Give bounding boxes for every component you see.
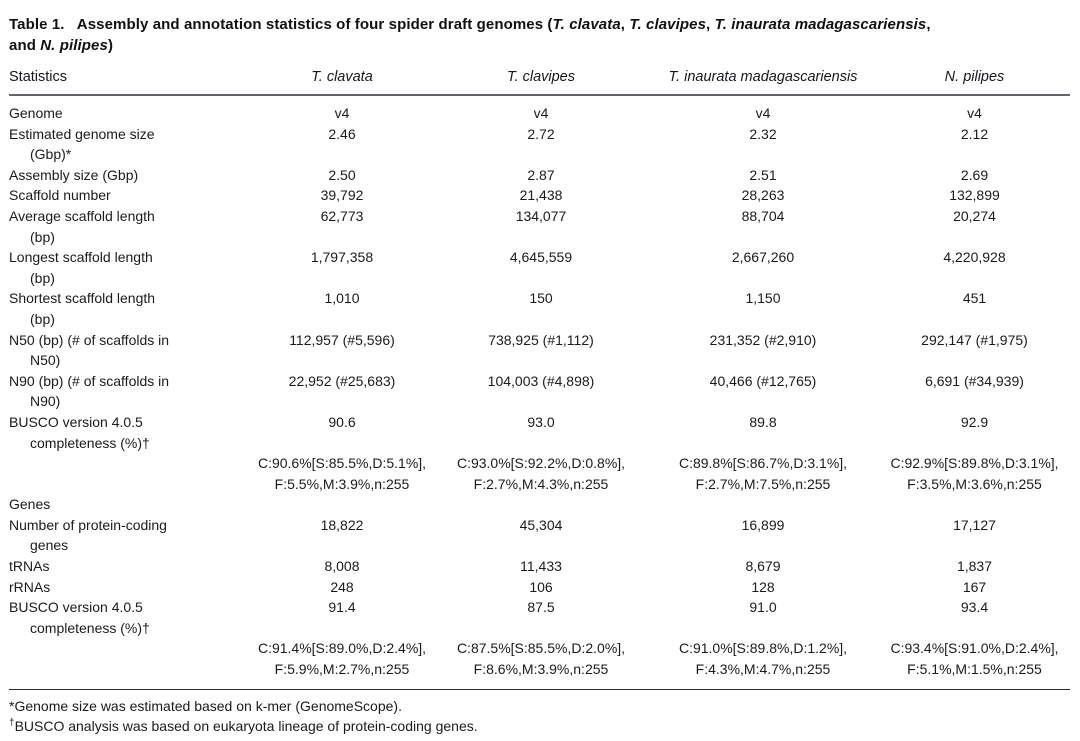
cell-value xyxy=(879,185,1070,206)
cell-value xyxy=(647,95,879,124)
cell-value-line: 2.12 xyxy=(960,125,989,142)
cell-value-line: 28,263 xyxy=(741,187,785,204)
cell-value-line: 2.32 xyxy=(749,125,777,142)
cell-value xyxy=(249,185,435,206)
row-label xyxy=(9,597,249,638)
cell-value-line: 17,127 xyxy=(953,516,996,533)
species-name: T. inaurata madagascariensis xyxy=(714,16,927,33)
cell-value xyxy=(249,453,435,494)
row-label-line: Number of protein-coding xyxy=(9,516,167,533)
table-row xyxy=(9,597,1070,638)
cell-value-line: C:93.4%[S:91.0%,D:2.4%], xyxy=(890,640,1059,657)
cell-value-line: 93.0 xyxy=(527,413,555,430)
row-label-line: tRNAs xyxy=(9,558,50,575)
row-label-line: Scaffold number xyxy=(9,187,111,204)
cell-value xyxy=(879,124,1070,165)
cell-value xyxy=(249,247,435,288)
column-header-t-clavata xyxy=(249,65,435,95)
title-text: ) xyxy=(107,37,114,54)
cell-value xyxy=(435,453,647,494)
table-row xyxy=(9,95,1070,124)
cell-value xyxy=(879,288,1070,329)
cell-value xyxy=(435,185,647,206)
row-label-line: BUSCO version 4.0.5 xyxy=(9,413,143,430)
cell-value-line: 106 xyxy=(529,578,553,595)
cell-value-line: v4 xyxy=(755,105,771,121)
cell-value xyxy=(249,95,435,124)
column-header-statistics xyxy=(9,65,249,95)
cell-value-line: 93.4 xyxy=(960,599,989,616)
footnote-marker: * xyxy=(9,697,15,714)
cell-value xyxy=(879,494,1070,515)
species-name: T. clavipes xyxy=(629,16,707,33)
statistics-table xyxy=(9,65,1070,680)
cell-value xyxy=(435,371,647,412)
cell-value xyxy=(879,371,1070,412)
species-name: N. pilipes xyxy=(40,37,108,54)
cell-value xyxy=(879,515,1070,556)
cell-value xyxy=(647,597,879,638)
cell-value xyxy=(647,206,879,247)
row-label xyxy=(9,371,249,412)
species-name: T. clavata xyxy=(552,16,621,33)
cell-value-line: 45,304 xyxy=(519,516,563,533)
cell-value xyxy=(435,247,647,288)
column-header-n-pilipes xyxy=(879,65,1070,95)
cell-value xyxy=(879,453,1070,494)
cell-value-line: 40,466 (#12,765) xyxy=(709,372,817,389)
cell-value xyxy=(435,515,647,556)
row-label xyxy=(9,638,249,679)
row-label-line: Average scaffold length xyxy=(9,207,155,224)
footnote-text: Genome size was estimated based on k-mer (GenomeScope). xyxy=(14,697,402,714)
cell-value-line: 8,008 xyxy=(324,558,360,575)
cell-value-line: F:8.6%,M:3.9%,n:255 xyxy=(473,661,609,678)
row-label-line: (bp) xyxy=(30,228,55,245)
table-row xyxy=(9,453,1070,494)
column-header-label: T. clavipes xyxy=(507,69,575,85)
cell-value-line: 91.0 xyxy=(749,599,777,616)
cell-value-line: F:5.1%,M:1.5%,n:255 xyxy=(907,661,1042,678)
cell-value xyxy=(249,330,435,371)
row-label xyxy=(9,247,249,288)
cell-value-line: F:2.7%,M:7.5%,n:255 xyxy=(695,475,831,492)
footnotes xyxy=(9,689,1070,736)
row-label-line: Genome xyxy=(9,105,63,121)
row-label-line: Shortest scaffold length xyxy=(9,290,156,307)
cell-value-line: 90.6 xyxy=(328,413,356,430)
cell-value-line: v4 xyxy=(533,105,549,121)
title-text: and xyxy=(9,37,41,54)
cell-value-line: 231,352 (#2,910) xyxy=(709,331,817,348)
cell-value xyxy=(249,577,435,598)
cell-value xyxy=(879,638,1070,679)
row-label xyxy=(9,185,249,206)
cell-value-line: 4,645,559 xyxy=(509,249,573,266)
table-row xyxy=(9,371,1070,412)
cell-value xyxy=(647,556,879,577)
cell-value-line: 2.69 xyxy=(960,166,989,183)
cell-value-line: 39,792 xyxy=(320,187,364,204)
column-header-label: N. pilipes xyxy=(944,69,1005,85)
cell-value xyxy=(435,288,647,329)
cell-value xyxy=(249,206,435,247)
cell-value-line: 451 xyxy=(962,290,987,307)
cell-value xyxy=(435,95,647,124)
table-row xyxy=(9,638,1070,679)
footnote xyxy=(9,716,1070,736)
cell-value-line: 2.50 xyxy=(328,166,356,183)
title-text: , xyxy=(620,16,630,33)
cell-value-line: 1,010 xyxy=(324,290,360,307)
cell-value-line xyxy=(249,494,435,515)
table-row xyxy=(9,494,1070,515)
cell-value xyxy=(435,206,647,247)
cell-value-line: C:87.5%[S:85.5%,D:2.0%], xyxy=(456,640,626,657)
footnote-text: BUSCO analysis was based on eukaryota lineage of protein-coding genes. xyxy=(14,717,478,734)
row-label xyxy=(9,206,249,247)
cell-value-line: F:5.5%,M:3.9%,n:255 xyxy=(274,475,410,492)
title-text: , xyxy=(926,16,931,33)
row-label-line: completeness (%)† xyxy=(30,434,150,451)
table-row xyxy=(9,185,1070,206)
cell-value-line: 104,003 (#4,898) xyxy=(487,372,595,389)
cell-value-line: 2.72 xyxy=(527,125,555,142)
cell-value xyxy=(647,371,879,412)
row-label-line: BUSCO version 4.0.5 xyxy=(9,599,143,616)
cell-value-line: 4,220,928 xyxy=(943,249,1006,266)
cell-value xyxy=(647,453,879,494)
table-body xyxy=(9,95,1070,680)
title-text: Table 1. Assembly and annotation statistics of four spider draft genomes ( xyxy=(9,16,553,33)
row-label-line: genes xyxy=(30,537,69,554)
title-text: , xyxy=(706,16,715,33)
cell-value-line: 2.87 xyxy=(527,166,555,183)
footnote-marker: † xyxy=(9,716,15,728)
cell-value xyxy=(879,165,1070,186)
cell-value-line: 62,773 xyxy=(320,207,364,224)
table-row xyxy=(9,330,1070,371)
cell-value-line: 134,077 xyxy=(515,207,567,224)
row-label-line: N90) xyxy=(30,393,61,410)
row-label-line: Longest scaffold length xyxy=(9,249,153,266)
cell-value-line: F:3.5%,M:3.6%,n:255 xyxy=(907,475,1042,492)
cell-value-line: 150 xyxy=(529,290,553,307)
cell-value-line: 292,147 (#1,975) xyxy=(921,331,1028,348)
table-row xyxy=(9,412,1070,453)
cell-value-line: 22,952 (#25,683) xyxy=(288,372,396,389)
cell-value xyxy=(249,494,435,515)
cell-value xyxy=(647,494,879,515)
cell-value xyxy=(647,515,879,556)
cell-value-line xyxy=(435,494,647,515)
cell-value xyxy=(647,638,879,679)
cell-value-line: 8,679 xyxy=(745,558,781,575)
row-label xyxy=(9,124,249,165)
column-header-label: T. inaurata madagascariensis xyxy=(668,69,858,85)
cell-value xyxy=(879,412,1070,453)
cell-value-line: C:91.4%[S:89.0%,D:2.4%], xyxy=(257,640,427,657)
cell-value-line: F:5.9%,M:2.7%,n:255 xyxy=(274,661,410,678)
cell-value xyxy=(435,124,647,165)
cell-value xyxy=(249,597,435,638)
cell-value xyxy=(647,185,879,206)
row-label-line: (bp) xyxy=(30,310,55,327)
cell-value-line: 92.9 xyxy=(960,413,989,430)
table-row xyxy=(9,556,1070,577)
cell-value xyxy=(879,206,1070,247)
row-label-line: N90 (bp) (# of scaffolds in xyxy=(9,372,170,389)
cell-value-line: 1,837 xyxy=(956,558,993,575)
cell-value-line xyxy=(647,494,879,515)
cell-value-line: C:91.0%[S:89.8%,D:1.2%], xyxy=(678,640,848,657)
row-label xyxy=(9,556,249,577)
row-label-line: (Gbp)* xyxy=(30,146,72,163)
table-row xyxy=(9,577,1070,598)
cell-value xyxy=(435,412,647,453)
row-label-line: Estimated genome size xyxy=(9,125,155,142)
cell-value xyxy=(647,165,879,186)
cell-value-line: 132,899 xyxy=(949,187,1000,204)
cell-value-line: 167 xyxy=(962,578,987,595)
cell-value-line: 11,433 xyxy=(520,558,562,575)
table-title-line-1 xyxy=(9,14,1070,35)
row-label-line: completeness (%)† xyxy=(30,619,150,636)
cell-value xyxy=(879,577,1070,598)
cell-value-line: C:93.0%[S:92.2%,D:0.8%], xyxy=(456,455,626,472)
cell-value xyxy=(647,124,879,165)
cell-value xyxy=(249,165,435,186)
cell-value-line: v4 xyxy=(967,105,982,121)
cell-value xyxy=(879,330,1070,371)
cell-value xyxy=(879,556,1070,577)
table-header xyxy=(9,65,1070,95)
cell-value-line xyxy=(879,494,1070,515)
cell-value-line: 1,150 xyxy=(745,290,781,307)
row-label-line: Genes xyxy=(9,496,51,513)
footnote xyxy=(9,696,1070,716)
table-row xyxy=(9,515,1070,556)
cell-value xyxy=(249,124,435,165)
cell-value xyxy=(249,288,435,329)
cell-value xyxy=(647,412,879,453)
table-title-line-2 xyxy=(9,35,1070,56)
cell-value xyxy=(435,638,647,679)
cell-value xyxy=(435,597,647,638)
cell-value-line: 2.46 xyxy=(328,125,356,142)
cell-value xyxy=(879,95,1070,124)
row-label-line: rRNAs xyxy=(9,578,51,595)
row-label xyxy=(9,165,249,186)
table-row xyxy=(9,124,1070,165)
cell-value-line: 16,899 xyxy=(741,516,785,533)
cell-value xyxy=(647,330,879,371)
cell-value-line: C:89.8%[S:86.7%,D:3.1%], xyxy=(678,455,848,472)
cell-value-line: 112,957 (#5,596) xyxy=(289,331,395,348)
cell-value-line: F:2.7%,M:4.3%,n:255 xyxy=(473,475,609,492)
row-label xyxy=(9,288,249,329)
cell-value xyxy=(647,288,879,329)
cell-value-line: 18,822 xyxy=(320,516,364,533)
table-row xyxy=(9,247,1070,288)
cell-value xyxy=(435,494,647,515)
cell-value-line: 88,704 xyxy=(741,207,785,224)
cell-value-line: 21,438 xyxy=(519,187,563,204)
row-label xyxy=(9,330,249,371)
cell-value-line: 89.8 xyxy=(749,413,777,430)
cell-value-line: 1,797,358 xyxy=(310,249,374,266)
cell-value xyxy=(879,247,1070,288)
table-row xyxy=(9,288,1070,329)
row-label xyxy=(9,95,249,124)
column-header-t-inaurata-madagascariensis xyxy=(647,65,879,95)
cell-value xyxy=(249,556,435,577)
row-label-line: N50 (bp) (# of scaffolds in xyxy=(9,331,170,348)
cell-value-line: F:4.3%,M:4.7%,n:255 xyxy=(695,661,831,678)
cell-value xyxy=(249,371,435,412)
cell-value-line: 2.51 xyxy=(749,166,777,183)
cell-value xyxy=(249,412,435,453)
row-label-line: N50) xyxy=(30,352,61,369)
column-header-label: Statistics xyxy=(9,69,68,85)
cell-value-line: 248 xyxy=(330,578,354,595)
row-label-line: (bp) xyxy=(30,269,55,286)
row-label-line: Assembly size (Gbp) xyxy=(9,166,139,183)
cell-value xyxy=(647,577,879,598)
cell-value-line: 91.4 xyxy=(328,599,356,616)
table-row xyxy=(9,165,1070,186)
cell-value-line: C:92.9%[S:89.8%,D:3.1%], xyxy=(890,455,1059,472)
row-label xyxy=(9,577,249,598)
cell-value xyxy=(249,638,435,679)
cell-value-line: 128 xyxy=(751,578,775,595)
cell-value-line: C:90.6%[S:85.5%,D:5.1%], xyxy=(257,455,427,472)
row-label xyxy=(9,515,249,556)
cell-value xyxy=(435,165,647,186)
cell-value-line: 2,667,260 xyxy=(731,249,795,266)
cell-value xyxy=(879,597,1070,638)
cell-value-line: v4 xyxy=(334,105,350,121)
cell-value-line: 20,274 xyxy=(953,207,996,224)
cell-value xyxy=(249,515,435,556)
row-label xyxy=(9,453,249,494)
cell-value xyxy=(435,577,647,598)
header-row xyxy=(9,65,1070,95)
column-header-label: T. clavata xyxy=(311,69,373,85)
row-label xyxy=(9,412,249,453)
table-title xyxy=(9,14,1070,56)
cell-value xyxy=(435,556,647,577)
column-header-t-clavipes xyxy=(435,65,647,95)
cell-value xyxy=(435,330,647,371)
cell-value xyxy=(647,247,879,288)
cell-value-line: 738,925 (#1,112) xyxy=(488,331,594,348)
table-row xyxy=(9,206,1070,247)
cell-value-line: 6,691 (#34,939) xyxy=(925,372,1024,389)
cell-value-line: 87.5 xyxy=(527,599,555,616)
row-label xyxy=(9,494,249,515)
